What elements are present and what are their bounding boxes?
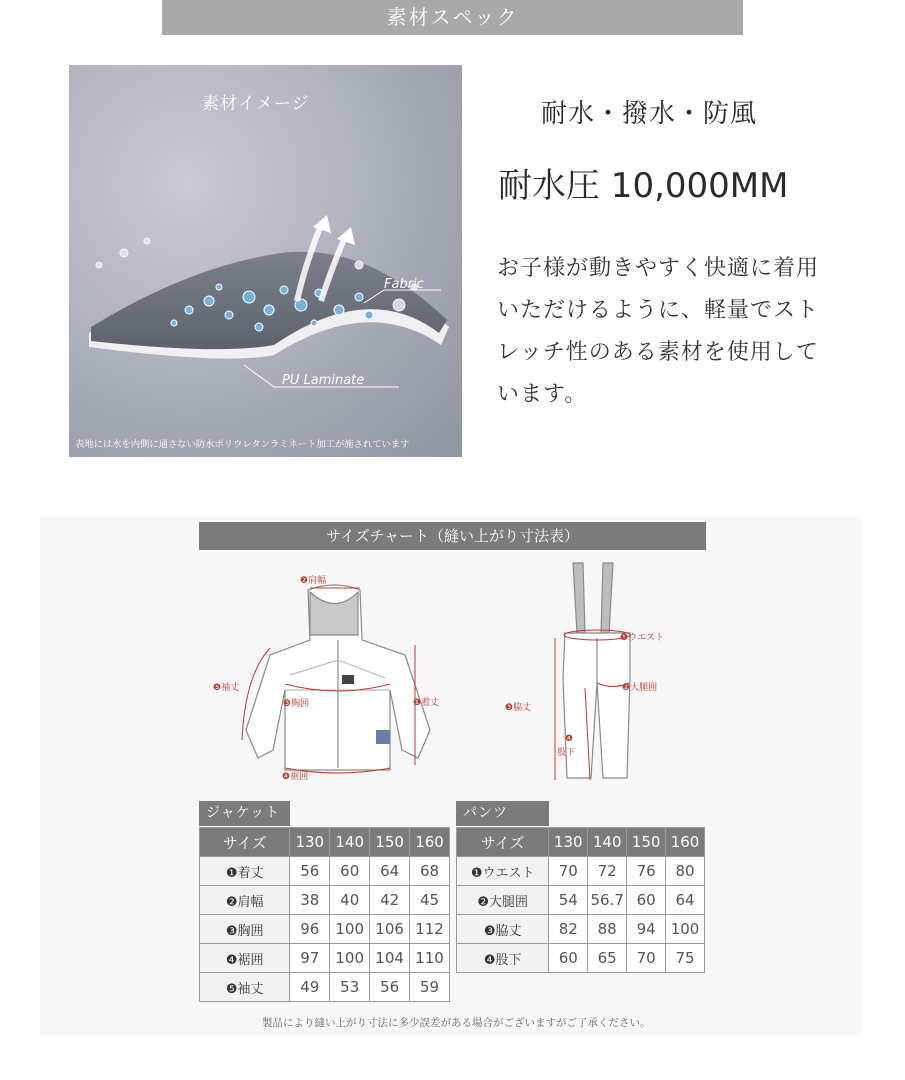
- pants-size-label: サイズ: [457, 828, 549, 857]
- jacket-callout-shoulder: ❷肩幅: [300, 576, 327, 586]
- fabric-image: [69, 65, 462, 457]
- table-row: [457, 886, 705, 915]
- pants-callout-inseam-num: ❹: [565, 734, 574, 744]
- size-140: 140: [330, 828, 370, 857]
- size-chart-panel: [40, 517, 862, 1035]
- pants-callout-thigh: ❷大腿囲: [622, 683, 658, 693]
- jacket-header-row: [200, 828, 450, 857]
- jacket-callout-length: ❶着丈: [413, 698, 440, 708]
- size-160: 160: [410, 828, 450, 857]
- table-cell: 88: [588, 915, 627, 944]
- table-row: [457, 944, 705, 973]
- table-cell: 80: [666, 857, 705, 886]
- table-cell: 49: [290, 973, 330, 1002]
- pants-header-row: [457, 828, 705, 857]
- table-cell: 100: [330, 944, 370, 973]
- table-cell: 54: [549, 886, 588, 915]
- fabric-image-title: 素材イメージ: [202, 94, 310, 114]
- pants-callout-inseam: 股下: [557, 748, 576, 758]
- spec-water-pressure: 耐水圧 10,000MM: [498, 166, 789, 206]
- table-cell: 64: [370, 857, 410, 886]
- table-row: [200, 973, 450, 1002]
- row-label: ❺袖丈: [200, 973, 290, 1002]
- table-row: [457, 857, 705, 886]
- size-chart-title: サイズチャート（縫い上がり寸法表）: [199, 522, 706, 550]
- table-cell: 56: [370, 973, 410, 1002]
- fabric-layer-label: Fabric: [384, 277, 424, 292]
- table-cell: 60: [330, 857, 370, 886]
- row-label: ❹股下: [457, 944, 549, 973]
- fabric-note: 表地には水を内側に通さない防水ポリウレタンラミネート加工が施されています: [75, 439, 410, 450]
- spec-features: 耐水・撥水・防風: [541, 99, 758, 129]
- size-160: 160: [666, 828, 705, 857]
- table-row: [200, 915, 450, 944]
- size-150: 150: [370, 828, 410, 857]
- jacket-diagram: [230, 580, 450, 785]
- fabric-illustration: [69, 65, 462, 457]
- table-cell: 72: [588, 857, 627, 886]
- jacket-callout-chest: ❸胸囲: [283, 699, 310, 709]
- table-cell: 40: [330, 886, 370, 915]
- table-cell: 70: [627, 944, 666, 973]
- table-cell: 64: [666, 886, 705, 915]
- pants-callout-side: ❸脇丈: [505, 703, 532, 713]
- table-cell: 94: [627, 915, 666, 944]
- table-cell: 97: [290, 944, 330, 973]
- table-cell: 42: [370, 886, 410, 915]
- jacket-table-caption: ジャケット: [199, 801, 290, 826]
- table-cell: 76: [627, 857, 666, 886]
- size-140: 140: [588, 828, 627, 857]
- pu-laminate-label: PU Laminate: [282, 373, 365, 388]
- row-label: ❶着丈: [200, 857, 290, 886]
- jacket-size-table: [199, 827, 450, 1002]
- table-cell: 45: [410, 886, 450, 915]
- row-label: ❶ウエスト: [457, 857, 549, 886]
- table-cell: 106: [370, 915, 410, 944]
- jacket-callout-sleeve: ❺袖丈: [213, 683, 240, 693]
- pants-size-table: [456, 827, 705, 973]
- row-label: ❹裾囲: [200, 944, 290, 973]
- pants-diagram: [535, 558, 665, 786]
- table-cell: 56.7: [588, 886, 627, 915]
- pants-table-caption: パンツ: [456, 801, 549, 826]
- row-label: ❷肩幅: [200, 886, 290, 915]
- size-130: 130: [290, 828, 330, 857]
- table-cell: 56: [290, 857, 330, 886]
- table-cell: 70: [549, 857, 588, 886]
- row-label: ❸胸囲: [200, 915, 290, 944]
- table-cell: 60: [549, 944, 588, 973]
- row-label: ❷大腿囲: [457, 886, 549, 915]
- spec-description: お子様が動きやすく快適に着用いただけるように、軽量でストレッチ性のある素材を使用しています。: [497, 256, 820, 407]
- table-cell: 112: [410, 915, 450, 944]
- table-cell: 65: [588, 944, 627, 973]
- table-row: [200, 886, 450, 915]
- table-cell: 82: [549, 915, 588, 944]
- section-banner: 素材スペック: [162, 0, 743, 35]
- table-cell: 75: [666, 944, 705, 973]
- table-cell: 100: [666, 915, 705, 944]
- table-row: [457, 915, 705, 944]
- table-cell: 53: [330, 973, 370, 1002]
- size-150: 150: [627, 828, 666, 857]
- table-row: [200, 944, 450, 973]
- table-row: [200, 857, 450, 886]
- jacket-callout-hem: ❹裾囲: [282, 772, 309, 782]
- row-label: ❸脇丈: [457, 915, 549, 944]
- jacket-size-label: サイズ: [200, 828, 290, 857]
- table-cell: 59: [410, 973, 450, 1002]
- table-cell: 110: [410, 944, 450, 973]
- table-cell: 68: [410, 857, 450, 886]
- size-chart-footnote: 製品により縫い上がり寸法に多少誤差がある場合がございますがご了承ください。: [262, 1017, 651, 1029]
- pants-callout-waist: ❶ウエスト: [620, 633, 665, 643]
- table-cell: 96: [290, 915, 330, 944]
- table-cell: 104: [370, 944, 410, 973]
- table-cell: 60: [627, 886, 666, 915]
- table-cell: 38: [290, 886, 330, 915]
- table-cell: 100: [330, 915, 370, 944]
- size-130: 130: [549, 828, 588, 857]
